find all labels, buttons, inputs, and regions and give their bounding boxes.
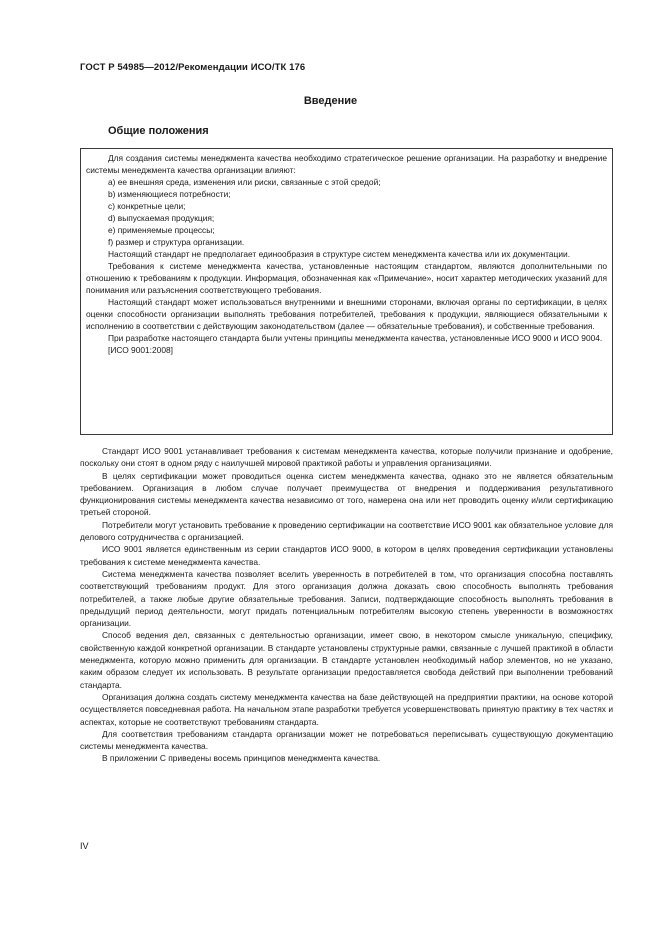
box-list-item: f) размер и структура организации. xyxy=(108,237,245,247)
section-title: Введение xyxy=(303,95,358,107)
box-list-item: b) изменяющиеся потребности; xyxy=(108,189,231,199)
page-number: IV xyxy=(80,841,89,851)
document-header: ГОСТ Р 54985—2012/Рекомендации ИСО/ТК 176 xyxy=(80,62,306,73)
box-list-item: e) применяемые процессы; xyxy=(108,225,215,235)
body-text xyxy=(80,445,613,765)
body-paragraph: В приложении С приведены восемь принципов менеджмента качества. xyxy=(102,753,381,764)
subsection-title: Общие положения xyxy=(108,125,209,137)
body-paragraph: Способ ведения дел, связанных с деятельностью организации, имеет свою, в некотором смысле уникальную, специфику, свойственную каждой конкретной организации. В стандарте установлены структурные рамки, связанные с лучшей практикой в области менеджмента, которую можно применить для организации. В стандарте установлен необходимый набор элементов, но не указано, каким образом следует их использовать. В результате организации предоставляется свобода действий при выполнении требований стандарта. xyxy=(80,630,613,690)
box-paragraph: Настоящий стандарт не предполагает единообразия в структуре систем менеджмента качества или их документации. xyxy=(108,249,571,259)
body-paragraph: ИСО 9001 является единственным из серии стандартов ИСО 9000, в котором в целях проведения сертификации установлены требования к системе менеджмента качества. xyxy=(80,544,613,567)
quoted-standard-box xyxy=(80,148,613,435)
box-list-item: c) конкретные цели; xyxy=(108,201,186,211)
box-list-item: а) ее внешняя среда, изменения или риски, связанные с этой средой; xyxy=(108,177,381,187)
body-paragraph: Организация должна создать систему менеджмента качества на базе действующей на предприятии практики, на основе которой осуществляется повседневная работа. На начальном этапе разработки требуется усовершенствовать принятую практику в тех частях и аспектах, которые не соответствуют требованиям стандарта. xyxy=(80,691,613,727)
body-paragraph: Система менеджмента качества позволяет вселить уверенность в потребителей в том, что организация способна поставлять соответствующий требованиям продукт. Для этого организация должна доказать свою способность выполнять требования потребителей, а также любые другие обязательные требования. Записи, подтверждающие способность выполнять требования в предыдущий период деятельности, могут придать потенциальным потребителям высокую степень уверенности в возможностях организации. xyxy=(80,568,613,629)
box-paragraph: Настоящий стандарт может использоваться внутренними и внешними сторонами, включая органы по сертификации, в целях оценки способности организации выполнять требования потребителей, требования к продукции, являющиеся обязательными к исполнению в соответствии с действующим законодательством (далее — обязательные требования), и собственные требования. xyxy=(86,297,607,331)
body-paragraph: Стандарт ИСО 9001 устанавливает требования к системам менеджмента качества, которые получили признание и одобрение, поскольку они стоят в одном ряду с наилучшей мировой практикой работы и управления организациями. xyxy=(80,446,613,469)
box-intro-paragraph: Для создания системы менеджмента качества необходимо стратегическое решение организации. На разработку и внедрение системы менеджмента качества организации влияют: xyxy=(86,153,607,175)
box-paragraph: Требования к системе менеджмента качества, установленные настоящим стандартом, являются дополнительными по отношению к требованиям к продукции. Информация, обозначенная как «Примечание», носит характер методических указаний для понимания или разъяснения соответствующего требования. xyxy=(86,261,607,295)
box-paragraph: При разработке настоящего стандарта были учтены принципы менеджмента качества, установленные ИСО 9000 и ИСО 9004. xyxy=(108,333,603,343)
box-reference: [ИСО 9001:2008] xyxy=(108,345,173,355)
body-paragraph: Для соответствия требованиям стандарта организации может не потребоваться переписывать существующую документацию системы менеджмента качества. xyxy=(80,728,613,752)
body-paragraph: В целях сертификации может проводиться оценка систем менеджмента качества, однако это не является обязательным требованием. Организация в любом случае получает преимущества от внедрения и поддерживания результативного функционирования системы менеджмента качества независимо от того, намерена она или нет проводить оценку и/или сертификацию третьей стороной. xyxy=(80,470,613,518)
body-paragraph: Потребители могут установить требование к проведению сертификации на соответствие ИСО 9001 как обязательное условие для делового сотрудничества с организацией. xyxy=(80,519,613,543)
box-list-item: d) выпускаемая продукция; xyxy=(108,213,215,223)
